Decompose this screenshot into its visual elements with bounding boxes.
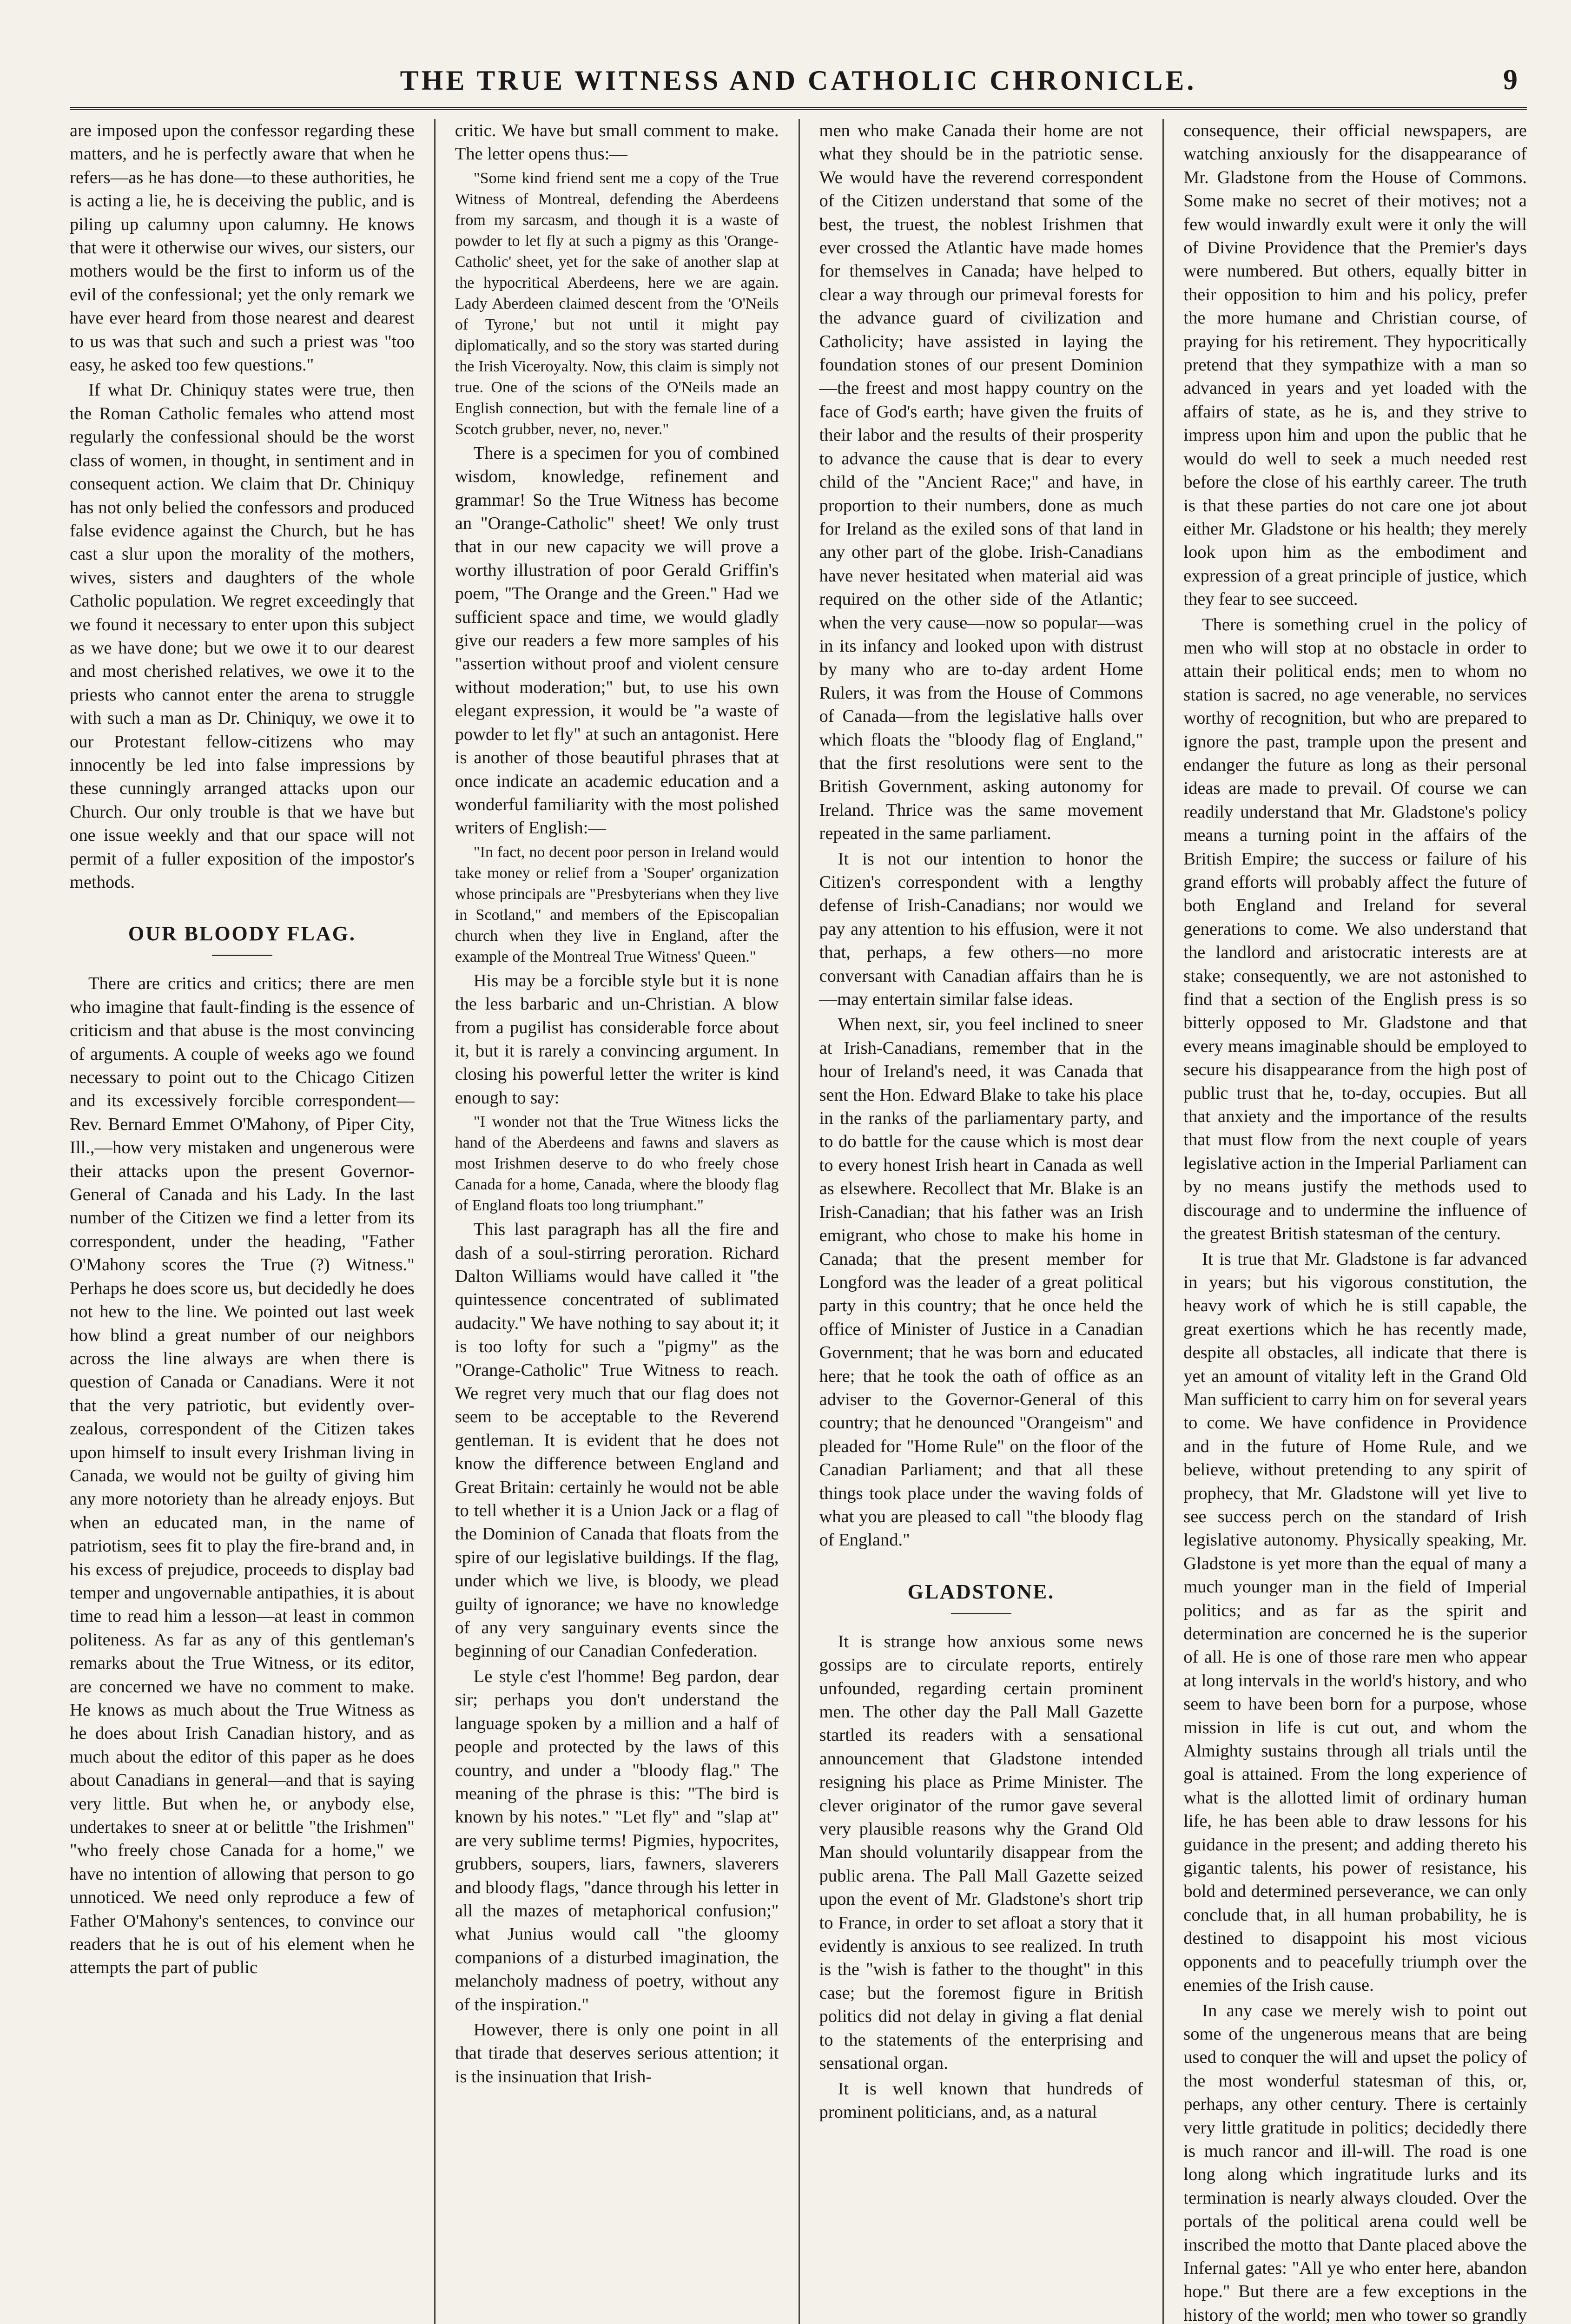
paragraph: critic. We have but small comment to make. The letter opens thus:— xyxy=(455,121,779,164)
paragraph: When next, sir, you feel inclined to sneer at Irish-Canadians, remember that in the hour of Ireland's need, it was Canada that sent the Hon. Edward Blake to take his place in the ranks of the parliamentary party, and to do battle for the cause which is most dear to every honest Irish heart in Canada as well as elsewhere. Recollect that Mr. Blake is an Irish-Canadian; that his father was an Irish emigrant, who chose to make his home in Canada; that the present member for Longford was the leader of a great political party in this country; that he once held the office of Minister of Justice in a Canadian Government; that he was born and educated here; that he took the oath of office as an adviser to the Governor-General of this country; that he denounced "Orangeism" and pleaded for "Home Rule" on the floor of the Canadian Parliament; and that all these things took place under the waving folds of what you are pleased to call "the bloody flag of England." xyxy=(819,1015,1143,1550)
paragraph: are imposed upon the confessor regarding these matters, and he is perfectly aware that when he refers—as he has done—to these authorities, he is acting a lie, he is deceiving the public, and is piling up calumny upon calumny. He knows that were it otherwise our wives, our sisters, our mothers would be the first to inform us of the evil of the confessional; yet the only remark we have ever heard from those nearest and dearest to us was that such and such a priest was "too easy, he asked too few questions." xyxy=(70,121,415,375)
paragraph: There is something cruel in the policy of men who will stop at no obstacle in order to attain their political ends; men to whom no station is sacred, no age venerable, no services worthy of recognition, but who are prepared to ignore the past, trample upon the present and endanger the future as long as their personal ideas are made to prevail. Of course we can readily understand that Mr. Gladstone's policy means a turning point in the affairs of the British Empire; the success or failure of his grand efforts will probably affect the future of both England and Ireland for several generations to come. We also understand that the landlord and aristocratic interests are at stake; consequently, we are not astonished to find that a section of the English press is so bitterly opposed to Mr. Gladstone and that every means imaginable should be employed to secure his disappearance from the high post of public trust that he, to-day, occupies. But all that anxiety and the importance of the results that must flow from the next couple of years legislative action in the Imperial Parliament can by no means justify the methods used to discourage and to undermine the influence of the greatest British statesman of the century. xyxy=(1183,614,1527,1244)
article-heading-gladstone: GLADSTONE. xyxy=(907,1580,1055,1603)
quotation: "In fact, no decent poor person in Ireland would take money or relief from a 'Souper' organization whose principals are "Presbyterians when they live in Scotland," and members of the Episcopalian church when they live in England, after the example of the Montreal True Witness' Queen." xyxy=(455,843,779,965)
newspaper-title: THE TRUE WITNESS AND CATHOLIC CHRONICLE. xyxy=(400,65,1197,96)
column-4 xyxy=(1162,119,1527,2324)
paragraph: men who make Canada their home are not what they should be in the patriotic sense. We would have the reverend correspondent of the Citizen understand that some of the best, the truest, the noblest Irishmen that ever crossed the Atlantic have made homes for themselves in Canada; have helped to clear a way through our primeval forests for the advance guard of civilization and Catholicity; have assisted in laying the foundation stones of our present Dominion—the freest and most happy country on the face of God's earth; have given the fruits of their labor and the results of their prosperity to advance the cause that is dear to every child of the "Ancient Race;" and have, in proportion to their numbers, done as much for Ireland as the exiled sons of that land in any other part of the globe. Irish-Canadians have never hesitated when material aid was required on the other side of the Atlantic; when the very cause—now so popular—was in its infancy and looked upon with distrust by many who are to-day ardent Home Rulers, it was from the House of Commons of Canada—from the legislative halls over which floats the "bloody flag of England," that the first resolutions were sent to the British Government, asking autonomy for Ireland. Thrice was the same movement repeated in the same parliament. xyxy=(819,121,1143,844)
paragraph: This last paragraph has all the fire and dash of a soul-stirring peroration. Richard Dalton Williams would have called it "the quintessence concentrated of sublimated audacity." We have nothing to say about it; it is too lofty for such a "pigmy" as the "Orange-Catholic" True Witness to reach. We regret very much that our flag does not seem to be acceptable to the Reverend gentleman. It is evident that he does not know the difference between England and Great Britain: certainly he would not be able to tell whether it is a Union Jack or a flag of the Dominion of Canada that floats from the spire of our legislative buildings. If the flag, under which we live, is bloody, we plead guilty of ignorance; we have no knowledge of any very sanguinary events since the beginning of our Canadian Confederation. xyxy=(455,1220,779,1661)
paragraph: It is true that Mr. Gladstone is far advanced in years; but his vigorous constitution, the heavy work of which he is still capable, the great exertions which he has recently made, despite all obstacles, all indicate that there is yet an amount of vitality left in the Grand Old Man sufficient to carry him on for several years to come. We have confidence in Providence and in the future of Home Rule, and we believe, without pretending to any spirit of prophecy, that Mr. Gladstone will yet live to see success perch on the standard of Irish legislative autonomy. Physically speaking, Mr. Gladstone is yet more than the equal of many a much younger man in the field of Imperial politics; and as far as the spirit and determination are concerned he is the superior of all. He is one of those rare men who appear at long intervals in the world's history, and who seem to have been born for a purpose, whose mission in life is cut out, and whom the Almighty sustains through all trials until the goal is attained. From the long experience of what is the allotted limit of ordinary human life, he has been able to draw lessons for his guidance in the present; and adding thereto his gigantic talents, his power of resistance, his bold and determined perseverance, we can only conclude that, in all human probability, he is destined to disappoint his most vicious opponents and to peacefully triumph over the enemies of the Irish cause. xyxy=(1183,1249,1527,1995)
heading-rule xyxy=(212,955,272,956)
paragraph: There are critics and critics; there are men who imagine that fault-finding is the essence of criticism and that abuse is the most convincing of arguments. A couple of weeks ago we found necessary to point out to the Chicago Citizen and its excessively forcible correspondent—Rev. Bernard Emmet O'Mahony, of Piper City, Ill.,—how very mistaken and ungenerous were their attacks upon the present Governor-General of Canada and his Lady. In the last number of the Citizen we find a letter from its correspondent, under the heading, "Father O'Mahony scores the True (?) Witness." Perhaps he does score us, but decidedly he does not hew to the line. We pointed out last week how blind a great number of our neighbors across the line always are when there is question of Canada or Canadians. Were it not that the very patriotic, but evidently over-zealous, correspondent of the Citizen takes upon himself to insult every Irishman living in Canada, we would not be guilty of giving him any more notoriety than he already enjoys. But when an educated man, in the name of patriotism, sees fit to play the fire-brand and, in his excess of prejudice, proceeds to display bad temper and ungovernable antipathies, it is about time to read him a lesson—at least in common politeness. As far as any of this gentleman's remarks about the True Witness, or its editor, are concerned we have no comment to make. He knows as much about the True Witness as he does about Irish Canadian history, and as much about the editor of this paper as he does about Canadians in general—and that is saying very little. But when he, or anybody else, undertakes to sneer at or belittle "the Irishmen" "who freely chose Canada for a home," we have no intention of allowing that person to go unnoticed. We need only reproduce a few of Father O'Mahony's sentences, to convince our readers that he is out of his element when he attempts the part of public xyxy=(70,974,415,1978)
article-columns xyxy=(70,119,1527,2324)
quotation: "Some kind friend sent me a copy of the True Witness of Montreal, defending the Aberdeens from my sarcasm, and though it is a waste of powder to let fly at such a pigmy as this 'Orange-Catholic' sheet, yet for the sake of another slap at the hypocritical Aberdeens, here we are again. Lady Aberdeen claimed descent from the 'O'Neils of Tyrone,' but not until it might pay diplomatically, and so the story was started during the Irish Viceroyalty. Now, this claim is simply not true. One of the scions of the O'Neils made an English connection, but with the female line of a Scotch grubber, never, no, never." xyxy=(455,169,779,438)
column-3 xyxy=(799,119,1163,2324)
quotation: "I wonder not that the True Witness licks the hand of the Aberdeens and fawns and slavers as most Irishmen deserve to do who freely chose Canada for a home, Canada, where the bloody flag of England floats too long triumphant." xyxy=(455,1113,779,1215)
paragraph: His may be a forcible style but it is none the less barbaric and un-Christian. A blow from a pugilist has considerable force about it, but it is rarely a convincing argument. In closing his powerful letter the writer is kind enough to say: xyxy=(455,971,779,1108)
paragraph: However, there is only one point in all that tirade that deserves serious attention; it is the insinuation that Irish- xyxy=(455,2020,779,2086)
paragraph: There is a specimen for you of combined wisdom, knowledge, refinement and grammar! So the True Witness has become an "Orange-Catholic" sheet! We only trust that in our new capacity we will prove a worthy illustration of poor Gerald Griffin's poem, "The Orange and the Green." Had we sufficient space and time, we would gladly give our readers a few more samples of his "assertion without proof and violent censure without moderation;" but, to use his own elegant expression, it would be "a waste of powder to let fly" at such an antagonist. Here is another of those beautiful phrases that at once indicate an academic education and a wonderful familiarity with the most polished writers of English:— xyxy=(455,443,779,838)
article-heading-bloody-flag: OUR BLOODY FLAG. xyxy=(128,922,356,945)
column-1 xyxy=(70,119,434,2324)
paragraph: It is well known that hundreds of prominent politicians, and, as a natural xyxy=(819,2079,1143,2122)
paragraph: It is strange how anxious some news gossips are to circulate reports, entirely unfounded, regarding certain prominent men. The other day the Pall Mall Gazette startled its readers with a sensational announcement that Gladstone intended resigning his place as Prime Minister. The clever originator of the rumor gave several very plausible reasons why the Grand Old Man should voluntarily disappear from the public arena. The Pall Mall Gazette seized upon the event of Mr. Gladstone's short trip to France, in order to set afloat a story that it evidently is anxious to see realized. In truth is the "wish is father to the thought" in this case; but the foremost figure in British politics did not delay in giving a flat denial to the statements of the enterprising and sensational organ. xyxy=(819,1631,1143,2073)
paragraph: In any case we merely wish to point out some of the ungenerous means that are being used to conquer the will and upset the policy of the most wonderful statesman of this, or, perhaps, any other century. There is certainly very little gratitude in politics; decidedly there is much rancor and ill-will. The road is one long along which ingratitude lurks and its termination is nearly always clouded. Over the portals of the political arena could well be inscribed the motto that Dante placed above the Infernal gates: "All ye who enter here, abandon hope." But there are a few exceptions in the history of the world; men who tower so grandly xyxy=(1183,2000,1527,2324)
paragraph: consequence, their official newspapers, are watching anxiously for the disappearance of Mr. Gladstone from the House of Commons. Some make no secret of their motives; not a few would inwardly exult were it only the will of Divine Providence that the Premier's days were numbered. But others, equally bitter in their opposition to him and his policy, prefer the more humane and Christian course, of praying for his retirement. They hypocritically pretend that they sympathize with a man so advanced in years and yet loaded with the affairs of state, as he is, and they strive to impress upon him and upon the public that he would do well to seek a much needed rest before the close of his earthly career. The truth is that these parties do not care one jot about either Mr. Gladstone or his health; they merely look upon him as the embodiment and expression of a great principle of justice, which they fear to see succeed. xyxy=(1183,121,1527,609)
page-number: 9 xyxy=(1503,64,1518,96)
paragraph: If what Dr. Chiniquy states were true, then the Roman Catholic females who attend most regularly the confessional should be the worst class of women, in thought, in sentiment and in consequent action. We claim that Dr. Chiniquy has not only belied the confessors and produced false evidence against the Church, but he has cast a slur upon the morality of the mothers, wives, sisters and daughters of the whole Catholic population. We regret exceedingly that we found it necessary to enter upon this subject as we have done; but we owe it to our dearest and most cherished relatives, we owe it to the priests who cannot enter the arena to struggle with such a man as Dr. Chiniquy, we owe it to our Protestant fellow-citizens who may innocently be led into false impressions by these cunningly arranged attacks upon our Church. Our only trouble is that we have but one issue weekly and that our space will not permit of a fuller exposition of the impostor's methods. xyxy=(70,380,415,892)
column-2 xyxy=(434,119,799,2324)
heading-rule xyxy=(951,1613,1011,1614)
masthead xyxy=(70,0,1527,110)
paragraph: It is not our intention to honor the Citizen's correspondent with a lengthy defense of Irish-Canadians; nor would we pay any attention to his effusion, were it not that, perhaps, a few others—no more conversant with Canadian affairs than he is—may entertain similar false ideas. xyxy=(819,849,1143,1010)
paragraph: Le style c'est l'homme! Beg pardon, dear sir; perhaps you don't understand the language spoken by a million and a half of people and protected by the laws of this country, and under a "bloody flag." The meaning of the phrase is this: "The bird is known by his notes." "Let fly" and "slap at" are very sublime terms! Pigmies, hypocrites, grubbers, soupers, liars, fawners, slaverers and bloody flags, "dance through his letter in all the mazes of metaphorical confusion;" what Junius would call "the gloomy companions of a disturbed imagination, the melancholy madness of poetry, without any of the inspiration." xyxy=(455,1666,779,2014)
